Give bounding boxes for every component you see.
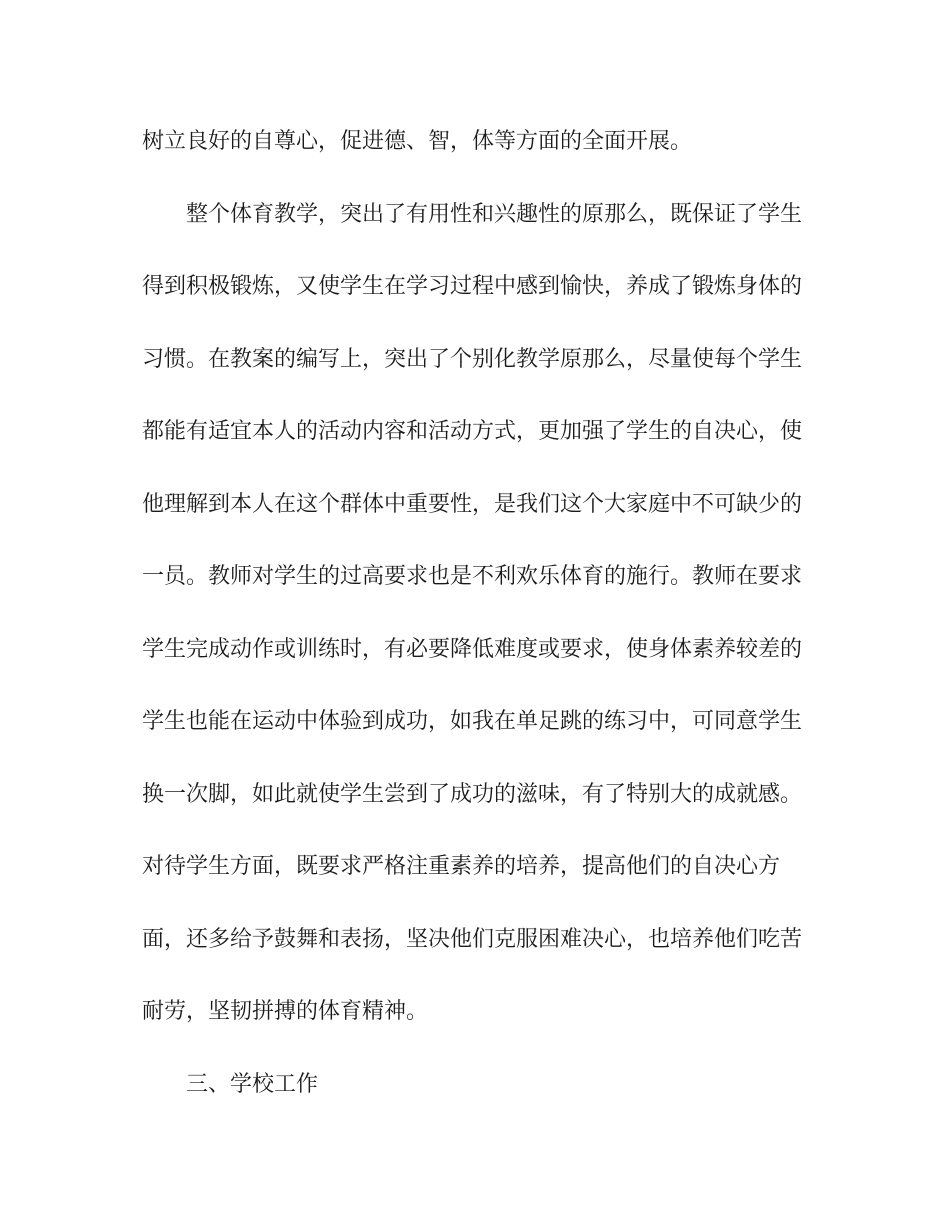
text-line-12: 面，还多给予鼓舞和表扬，坚决他们克服困难决心，也培养他们吃苦 (142, 926, 803, 952)
section-heading: 三、学校工作 (186, 1071, 319, 1097)
paragraph-start-line: 整个体育教学，突出了有用性和兴趣性的原那么，既保证了学生 (186, 201, 803, 227)
text-line-10: 换一次脚，如此就使学生尝到了成功的滋味，有了特别大的成就感。 (142, 781, 803, 807)
text-line-4: 习惯。在教案的编写上，突出了个别化教学原那么，尽量使每个学生 (142, 346, 803, 372)
text-line-7: 一员。教师对学生的过高要求也是不利欢乐体育的施行。教师在要求 (142, 564, 803, 589)
text-line-1: 树立良好的自尊心，促进德、智，体等方面的全面开展。 (142, 129, 693, 154)
body-text (142, 106, 802, 1121)
text-line-6: 他理解到本人在这个群体中重要性，是我们这个大家庭中不可缺少的 (142, 491, 803, 517)
text-line-8: 学生完成动作或训练时，有必要降低难度或要求，使身体素养较差的 (142, 636, 803, 662)
text-line-11: 对待学生方面，既要求严格注重素养的培养，提高他们的自决心方 (142, 854, 781, 879)
text-line-3: 得到积极锻炼，又使学生在学习过程中感到愉快，养成了锻炼身体的 (142, 274, 803, 299)
text-line-5: 都能有适宜本人的活动内容和活动方式，更加强了学生的自决心，使 (142, 419, 803, 444)
text-line-9: 学生也能在运动中体验到成功，如我在单足跳的练习中，可同意学生 (142, 709, 803, 734)
text-line-13: 耐劳，坚韧拼搏的体育精神。 (142, 999, 429, 1024)
